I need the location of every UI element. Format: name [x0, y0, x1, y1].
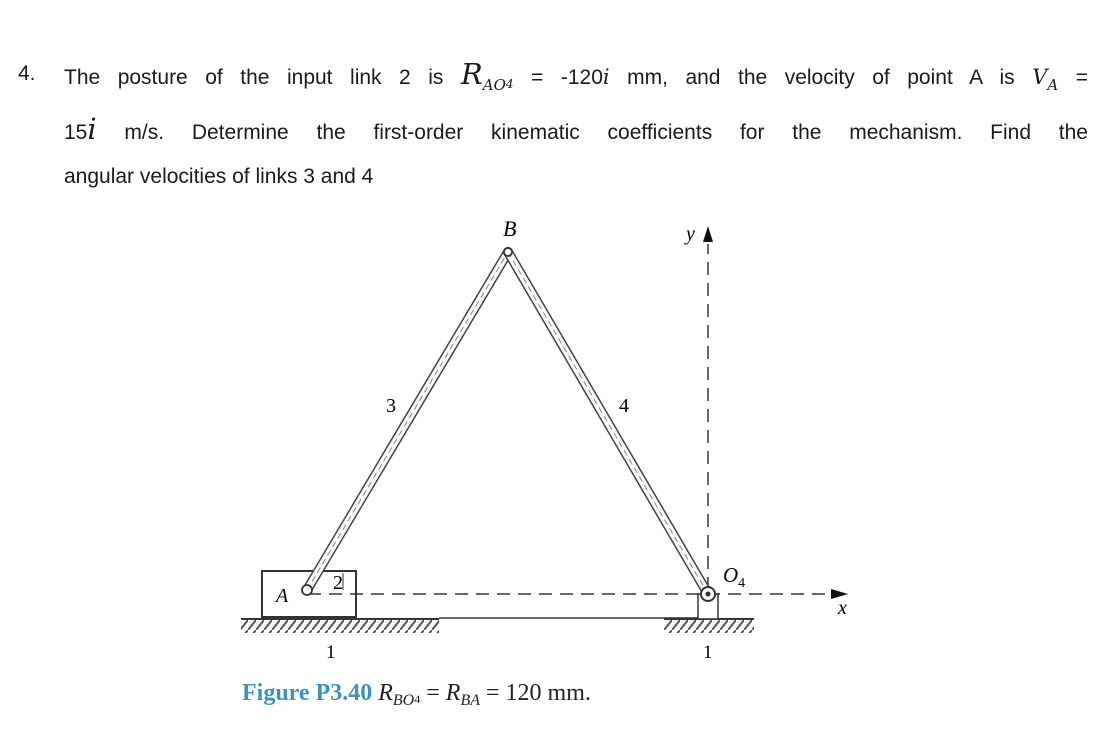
- caption-equals-2: = 120 mm.: [479, 680, 591, 706]
- symbol-R: R: [460, 57, 483, 91]
- text-segment: =: [1075, 66, 1088, 89]
- label-link-3: 3: [386, 395, 396, 417]
- caption-sub-BO: BO: [392, 692, 415, 709]
- text-segment: = -120: [531, 66, 603, 89]
- subscript-4: 4: [505, 77, 514, 91]
- text-segment: mm, and the velocity of point A is: [627, 66, 1033, 89]
- label-B: B: [503, 216, 517, 241]
- label-y: y: [686, 223, 695, 245]
- caption-sub-BA: BA: [460, 692, 480, 709]
- label-A: A: [276, 585, 289, 607]
- text-segment: m/s. Determine the first-order kinematic coefficients for the mechanism. Find the: [96, 121, 1088, 144]
- subscript-A: A: [1047, 76, 1059, 94]
- symbol-V: V: [1032, 65, 1048, 89]
- figure-caption: [242, 680, 591, 710]
- link-4-fill: [508, 252, 708, 594]
- joint-A: [302, 585, 312, 595]
- label-link-2: 2: [333, 572, 343, 594]
- label-link-4: 4: [619, 395, 629, 417]
- problem-line-3: angular velocities of links 3 and 4: [64, 165, 374, 188]
- joint-O4-inner: [706, 592, 711, 597]
- caption-sub-4: 4: [414, 692, 421, 706]
- text-segment: 15: [64, 121, 88, 144]
- problem-number: 4.: [18, 62, 36, 85]
- caption-label: Figure P3.40: [242, 680, 379, 706]
- caption-R-BA: R: [445, 680, 461, 706]
- caption-equals-1: =: [420, 680, 446, 706]
- y-axis-arrow: [703, 226, 713, 242]
- label-ground-right: 1: [703, 642, 713, 663]
- ground-hatch-left: [241, 619, 439, 633]
- text-segment: The posture of the input link 2 is: [64, 66, 461, 89]
- subscript-AO: AO: [482, 76, 506, 94]
- label-x: x: [838, 597, 847, 619]
- symbol-i: i: [87, 112, 97, 146]
- symbol-i: i: [602, 65, 610, 89]
- caption-R-BO4: R: [378, 680, 393, 706]
- joint-B: [504, 248, 512, 256]
- ground-hatch-right: [664, 619, 754, 633]
- label-O4: $O_4$: [723, 563, 746, 591]
- label-ground-left: 1: [326, 642, 336, 663]
